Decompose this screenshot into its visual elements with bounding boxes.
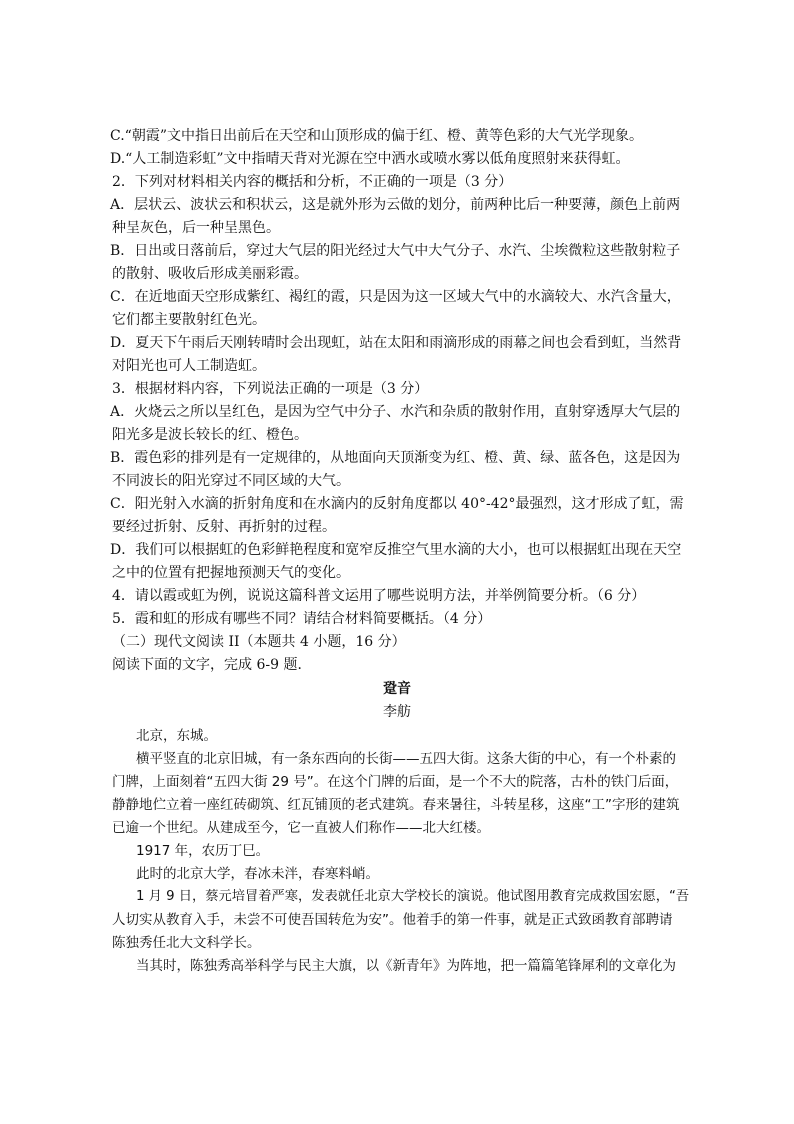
passage-paragraph-2-line1: 横平竖直的北京旧城，有一条东西向的长街——五四大街。这条大街的中心，有一个朴素的 xyxy=(136,751,676,767)
q3-option-c-line1: C．阳光射入水滴的折射角度和在水滴内的反射角度都以 40°-42°最强烈，这才形成了虹，需 xyxy=(110,496,684,512)
passage-paragraph-5-line3: 陈独秀任北大文科学长。 xyxy=(112,935,261,951)
q1-option-c: C.“朝霞”文中指日出前后在天空和山顶形成的偏于红、橙、黄等色彩的大气光学现象。 xyxy=(110,128,643,144)
q3-option-d-line2: 之中的位置有把握地预测天气的变化。 xyxy=(112,565,350,581)
passage-paragraph-2-line4: 已逾一个世纪。从建成至今，它一直被人们称作——北大红楼。 xyxy=(112,820,490,836)
section-heading: （二）现代文阅读 II（本题共 4 小题，16 分） xyxy=(112,634,406,650)
q1-option-d: D.“人工制造彩虹”文中指晴天背对光源在空中洒水或喷水雾以低角度照射来获得虹。 xyxy=(110,151,630,167)
q2-option-a-line1: A．层状云、波状云和积状云，这是就外形为云做的划分，前两种比后一种要薄，颜色上前两 xyxy=(110,197,681,213)
passage-paragraph-1: 北京，东城。 xyxy=(136,728,217,744)
q3-option-a-line1: A．火烧云之所以呈红色，是因为空气中分子、水汽和杂质的散射作用，直射穿透厚大气层的 xyxy=(110,404,681,420)
passage-paragraph-6-line1: 当其时，陈独秀高举科学与民主大旗，以《新青年》为阵地，把一篇篇笔锋犀利的文章化为 xyxy=(136,958,676,974)
q3-option-b-line1: B．霞色彩的排列是有一定规律的，从地面向天顶渐变为红、橙、黄、绿、蓝各色，这是因为 xyxy=(110,450,681,466)
q4: 4．请以霞或虹为例，说说这篇科普文运用了哪些说明方法，并举例简要分析。（6 分） xyxy=(112,588,646,604)
q3-option-c-line2: 要经过折射、反射、再折射的过程。 xyxy=(112,519,336,535)
passage-paragraph-2-line3: 静静地伫立着一座红砖砌筑、红瓦铺顶的老式建筑。春来暑往，斗转星移，这座“工”字形的建筑 xyxy=(112,797,680,813)
q2-option-c-line1: C．在近地面天空形成紫红、褐红的霞，只是因为这一区域大气中的水滴较大、水汽含量大， xyxy=(110,289,681,305)
passage-paragraph-2-line2: 门牌，上面刻着“五四大街 29 号”。在这个门牌的后面，是一个不大的院落，古朴的铁门后面， xyxy=(112,774,679,790)
q2-option-d-line2: 对阳光也可人工制造虹。 xyxy=(112,358,266,374)
q3-stem: 3．根据材料内容，下列说法正确的一项是（3 分） xyxy=(112,381,429,397)
q5: 5．霞和虹的形成有哪些不同？请结合材料简要概括。（4 分） xyxy=(112,611,492,627)
passage-paragraph-3: 1917 年，农历丁巳。 xyxy=(136,843,270,859)
passage-paragraph-5-line2: 人切实从教育入手，未尝不可使吾国转危为安”。他着手的第一件事，就是正式致函教育部聘请 xyxy=(112,912,673,928)
passage-author: 李舫 xyxy=(383,704,411,720)
passage-paragraph-4: 此时的北京大学，春冰未泮，春寒料峭。 xyxy=(136,866,379,882)
q2-option-b-line2: 的散射、吸收后形成美丽彩霞。 xyxy=(112,266,308,282)
q2-option-d-line1: D．夏天下午雨后天刚转晴时会出现虹，站在太阳和雨滴形成的雨幕之间也会看到虹，当然背 xyxy=(110,335,682,351)
q3-option-b-line2: 不同波长的阳光穿过不同区域的大气。 xyxy=(112,473,350,489)
q2-option-b-line1: B．日出或日落前后，穿过大气层的阳光经过大气中大气分子、水汽、尘埃微粒这些散射粒子 xyxy=(110,243,681,259)
passage-title: 跫音 xyxy=(383,681,411,697)
reading-instruction: 阅读下面的文字，完成 6-9 题． xyxy=(112,657,312,673)
q2-option-c-line2: 它们都主要散射红色光。 xyxy=(112,312,266,328)
q3-option-a-line2: 阳光多是波长较长的红、橙色。 xyxy=(112,427,308,443)
q2-stem: 2．下列对材料相关内容的概括和分析，不正确的一项是（3 分） xyxy=(112,174,513,190)
q3-option-d-line1: D．我们可以根据虹的色彩鲜艳程度和宽窄反推空气里水滴的大小，也可以根据虹出现在天空 xyxy=(110,542,682,558)
q2-option-a-line2: 种呈灰色，后一种呈黑色。 xyxy=(112,220,280,236)
passage-paragraph-5-line1: 1 月 9 日，蔡元培冒着严寒，发表就任北京大学校长的演说。他试图用教育完成救国宏愿，“吾 xyxy=(136,889,690,904)
